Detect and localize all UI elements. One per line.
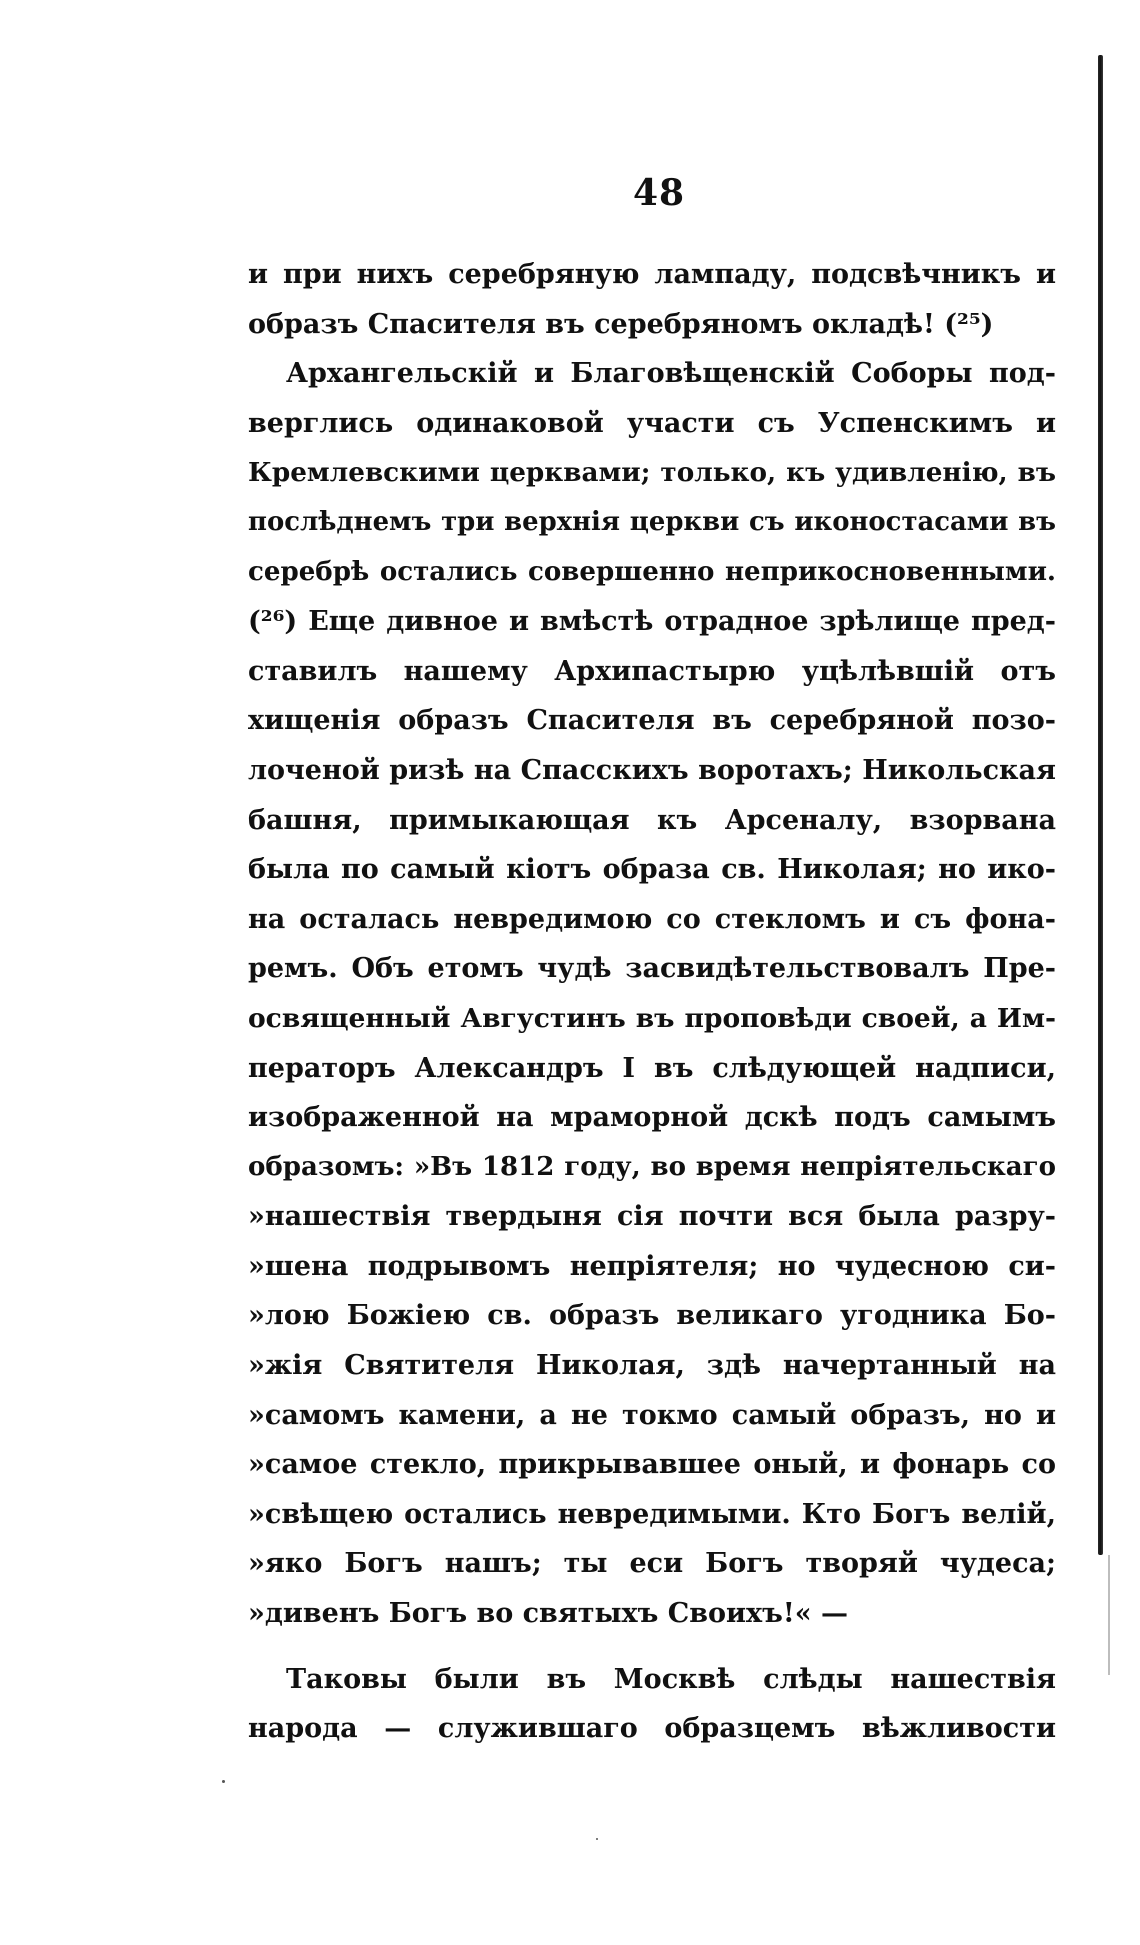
page-number: 48 — [632, 172, 686, 214]
text-line: верглись одинаковой участи съ Успенскимъ и — [248, 407, 1056, 439]
text-line: и при нихъ серебряную лампаду, подсвѣчникъ и — [248, 259, 1056, 290]
text-line: образъ Спасителя въ серебряномъ окладѣ! (²⁵) — [248, 308, 994, 340]
text-line: ставилъ нашему Архипастырю уцѣлѣвшій отъ — [248, 655, 1056, 687]
text-line: хищенія образъ Спасителя въ серебряной позо- — [248, 705, 1056, 737]
text-line: на осталась невредимою со стекломъ и съ фона- — [248, 903, 1056, 935]
paper-speck — [596, 1838, 598, 1840]
text-line: лоченой ризѣ на Спасскихъ воротахъ; Никольская — [248, 754, 1056, 786]
text-line: серебрѣ остались совершенно неприкосновенными. — [248, 556, 1056, 587]
text-line: (²⁶) Еще дивное и вмѣстѣ отрадное зрѣлище пред- — [248, 606, 1056, 638]
text-line: башня, примыкающая къ Арсеналу, взорвана — [248, 804, 1056, 836]
page-binding-shadow — [1108, 1555, 1110, 1675]
body-text — [248, 250, 1056, 1754]
paper-speck — [222, 1780, 225, 1783]
text-line: »дивенъ Богъ во святыхъ Своихъ!« — — [248, 1598, 848, 1630]
page-binding-edge — [1098, 55, 1103, 1555]
text-line: изображенной на мраморной дскѣ подъ самымъ — [248, 1102, 1056, 1134]
text-line: »лою Божіею св. образъ великаго угодника Бо- — [248, 1300, 1056, 1332]
text-line: »яко Богъ нашъ; ты еси Богъ творяй чудеса; — [248, 1548, 1056, 1580]
text-line: Архангельскій и Благовѣщенскій Соборы под- — [286, 358, 1056, 390]
text-line: ремъ. Объ етомъ чудѣ засвидѣтельствовалъ Пре- — [248, 953, 1056, 985]
paragraph-gap — [248, 1639, 1056, 1655]
text-line: »свѣщею остались невредимыми. Кто Богъ велій, — [248, 1498, 1056, 1530]
text-line: ператоръ Александръ I въ слѣдующей надписи, — [248, 1052, 1056, 1084]
text-line: »нашествія твердыня сія почти вся была разру- — [248, 1201, 1056, 1233]
text-line: »самомъ камени, а не токмо самый образъ, но и — [248, 1399, 1056, 1431]
text-line: народа — служившаго образцемъ вѣжливости — [248, 1713, 1056, 1745]
text-line: послѣднемъ три верхнія церкви съ иконостасами въ — [248, 506, 1056, 537]
text-line: »жія Святителя Николая, здѣ начертанный на — [248, 1350, 1056, 1382]
text-line: »самое стекло, прикрывавшее оный, и фонарь со — [248, 1449, 1056, 1481]
text-line: Таковы были въ Москвѣ слѣды нашествія — [286, 1663, 1056, 1695]
text-line: образомъ: »Въ 1812 году, во время непріятельскаго — [248, 1151, 1056, 1182]
text-line: была по самый кіотъ образа св. Николая; но ико- — [248, 854, 1056, 886]
text-line: освященный Августинъ въ проповѣди своей, а Им- — [248, 1002, 1056, 1034]
text-line: »шена подрывомъ непріятеля; но чудесною си- — [248, 1250, 1056, 1282]
text-line: Кремлевскими церквами; только, къ удивленію, въ — [248, 457, 1056, 489]
